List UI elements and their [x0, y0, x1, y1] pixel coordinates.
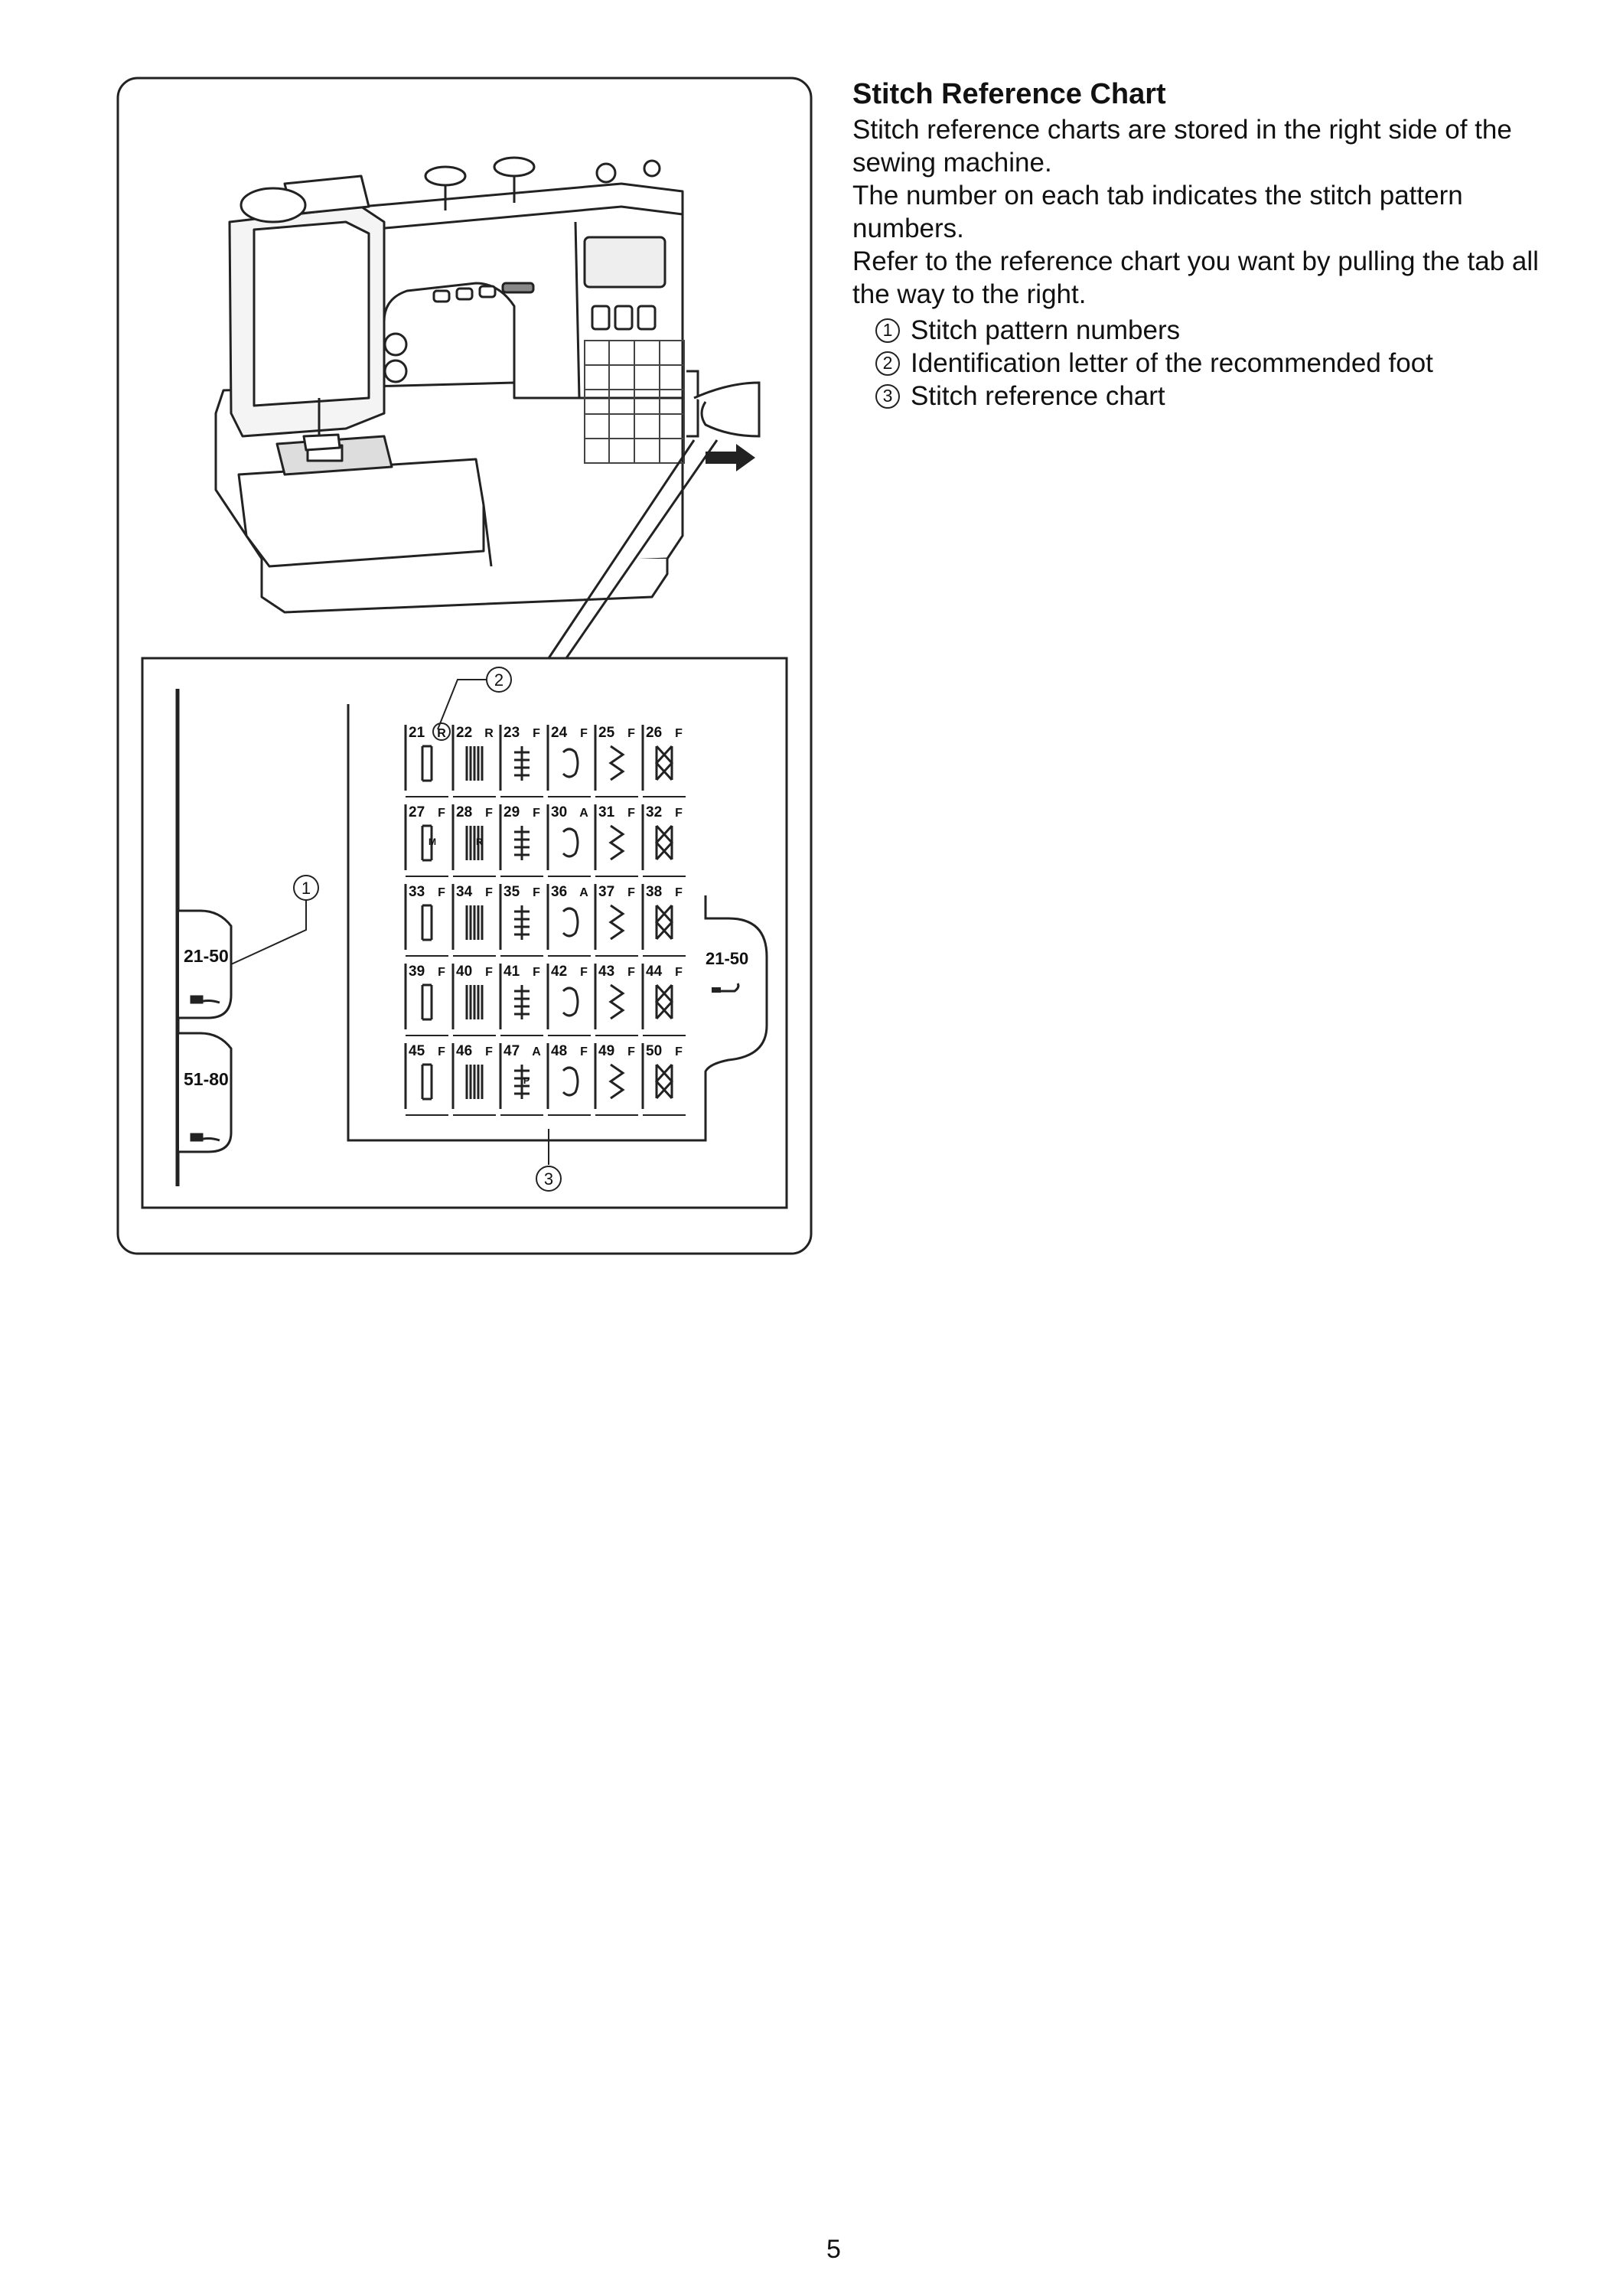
foot-letter: F — [438, 886, 445, 899]
foot-letter: F — [438, 807, 445, 820]
foot-letter: F — [485, 807, 493, 820]
legend-number: 2 — [875, 351, 900, 376]
hand-illustration — [694, 383, 759, 436]
stitch-number: 43 — [598, 964, 615, 980]
foot-letter: F — [627, 886, 635, 899]
glyph-mark: M — [429, 837, 436, 847]
stitch-number: 28 — [456, 804, 473, 820]
foot-letter: F — [438, 966, 445, 979]
pull-tab — [686, 371, 698, 436]
foot-letter: F — [533, 807, 540, 820]
legend-number: 1 — [875, 318, 900, 343]
foot-letter: F — [627, 727, 635, 740]
foot-letter: F — [580, 727, 588, 740]
stitch-number: 24 — [551, 725, 568, 741]
stitch-number: 22 — [456, 725, 473, 741]
foot-letter: F — [580, 1045, 588, 1058]
stitch-number: 40 — [456, 964, 473, 980]
foot-letter: F — [533, 966, 540, 979]
callout-3-number: 3 — [543, 1169, 554, 1189]
foot-letter: F — [627, 807, 635, 820]
stitch-number: 38 — [646, 884, 663, 900]
foot-letter: F — [627, 1045, 635, 1058]
stitch-number: 39 — [409, 964, 425, 980]
legend-text: Stitch pattern numbers — [911, 315, 1181, 345]
glyph-mark: R — [476, 837, 483, 847]
stitch-number: 46 — [456, 1043, 473, 1059]
section-title: Stitch Reference Chart — [852, 78, 1166, 110]
foot-letter: F — [533, 727, 540, 740]
tab-51-80 — [179, 1033, 231, 1152]
sewing-machine-illustration — [216, 158, 683, 612]
text-column — [852, 77, 1564, 413]
foot-letter: R — [484, 727, 494, 740]
stitch-number: 48 — [551, 1043, 568, 1059]
stitch-number: 32 — [646, 804, 663, 820]
legend-item — [875, 314, 1564, 347]
legend-item — [875, 347, 1564, 380]
stitch-number: 33 — [409, 884, 425, 900]
callout-2-number: 2 — [494, 670, 504, 690]
stitch-number: 21 — [409, 725, 425, 741]
stitch-number: 37 — [598, 884, 615, 900]
stitch-number: 25 — [598, 725, 615, 741]
paragraph-storage: Stitch reference charts are stored in the right side of the sewing machine. — [852, 115, 1512, 178]
callout-1-number: 1 — [301, 879, 311, 898]
paragraph-tab-numbers: The number on each tab indicates the stitch pattern numbers. — [852, 181, 1463, 243]
chart-tab-label: 21-50 — [706, 949, 749, 968]
foot-letter: F — [533, 886, 540, 899]
legend-number: 3 — [875, 384, 900, 409]
stitch-number: 36 — [551, 884, 568, 900]
foot-letter: F — [627, 966, 635, 979]
stitch-number: 31 — [598, 804, 615, 820]
legend-text: Stitch reference chart — [911, 381, 1165, 411]
foot-letter: F — [675, 966, 683, 979]
page-number: 5 — [826, 2235, 841, 2264]
foot-letter: F — [675, 807, 683, 820]
glyph-mark: P — [523, 1075, 530, 1086]
stitch-number: 34 — [456, 884, 473, 900]
legend-text: Identification letter of the recommended foot — [911, 348, 1433, 378]
foot-letter: F — [675, 1045, 683, 1058]
stitch-number: 26 — [646, 725, 663, 741]
stitch-number: 29 — [504, 804, 520, 820]
stitch-number: 50 — [646, 1043, 663, 1059]
foot-letter: F — [438, 1045, 445, 1058]
foot-letter: A — [579, 886, 588, 899]
foot-letter: R — [437, 727, 446, 740]
foot-letter: F — [675, 727, 683, 740]
stitch-number: 47 — [504, 1043, 520, 1059]
foot-letter: F — [485, 1045, 493, 1058]
tab-label-51-80: 51-80 — [184, 1069, 229, 1089]
paragraph-pull-tab: Refer to the reference chart you want by pulling the tab all the way to the right. — [852, 246, 1539, 309]
legend-item — [875, 380, 1564, 413]
foot-letter: A — [579, 807, 588, 820]
foot-letter: F — [675, 886, 683, 899]
stitch-number: 44 — [646, 964, 663, 980]
stitch-number: 30 — [551, 804, 568, 820]
foot-letter: F — [485, 966, 493, 979]
foot-letter: F — [485, 886, 493, 899]
tab-label-21-50: 21-50 — [184, 946, 229, 966]
legend-list — [852, 314, 1564, 413]
stitch-number: 41 — [504, 964, 520, 980]
pull-arrow-icon — [706, 444, 755, 471]
stitch-number: 27 — [409, 804, 425, 820]
stitch-number: 42 — [551, 964, 568, 980]
foot-letter: F — [580, 966, 588, 979]
stitch-number: 49 — [598, 1043, 615, 1059]
stitch-number: 45 — [409, 1043, 425, 1059]
figure-panel — [116, 77, 813, 1255]
stitch-number: 23 — [504, 725, 520, 741]
foot-letter: A — [532, 1045, 541, 1058]
stitch-number: 35 — [504, 884, 520, 900]
